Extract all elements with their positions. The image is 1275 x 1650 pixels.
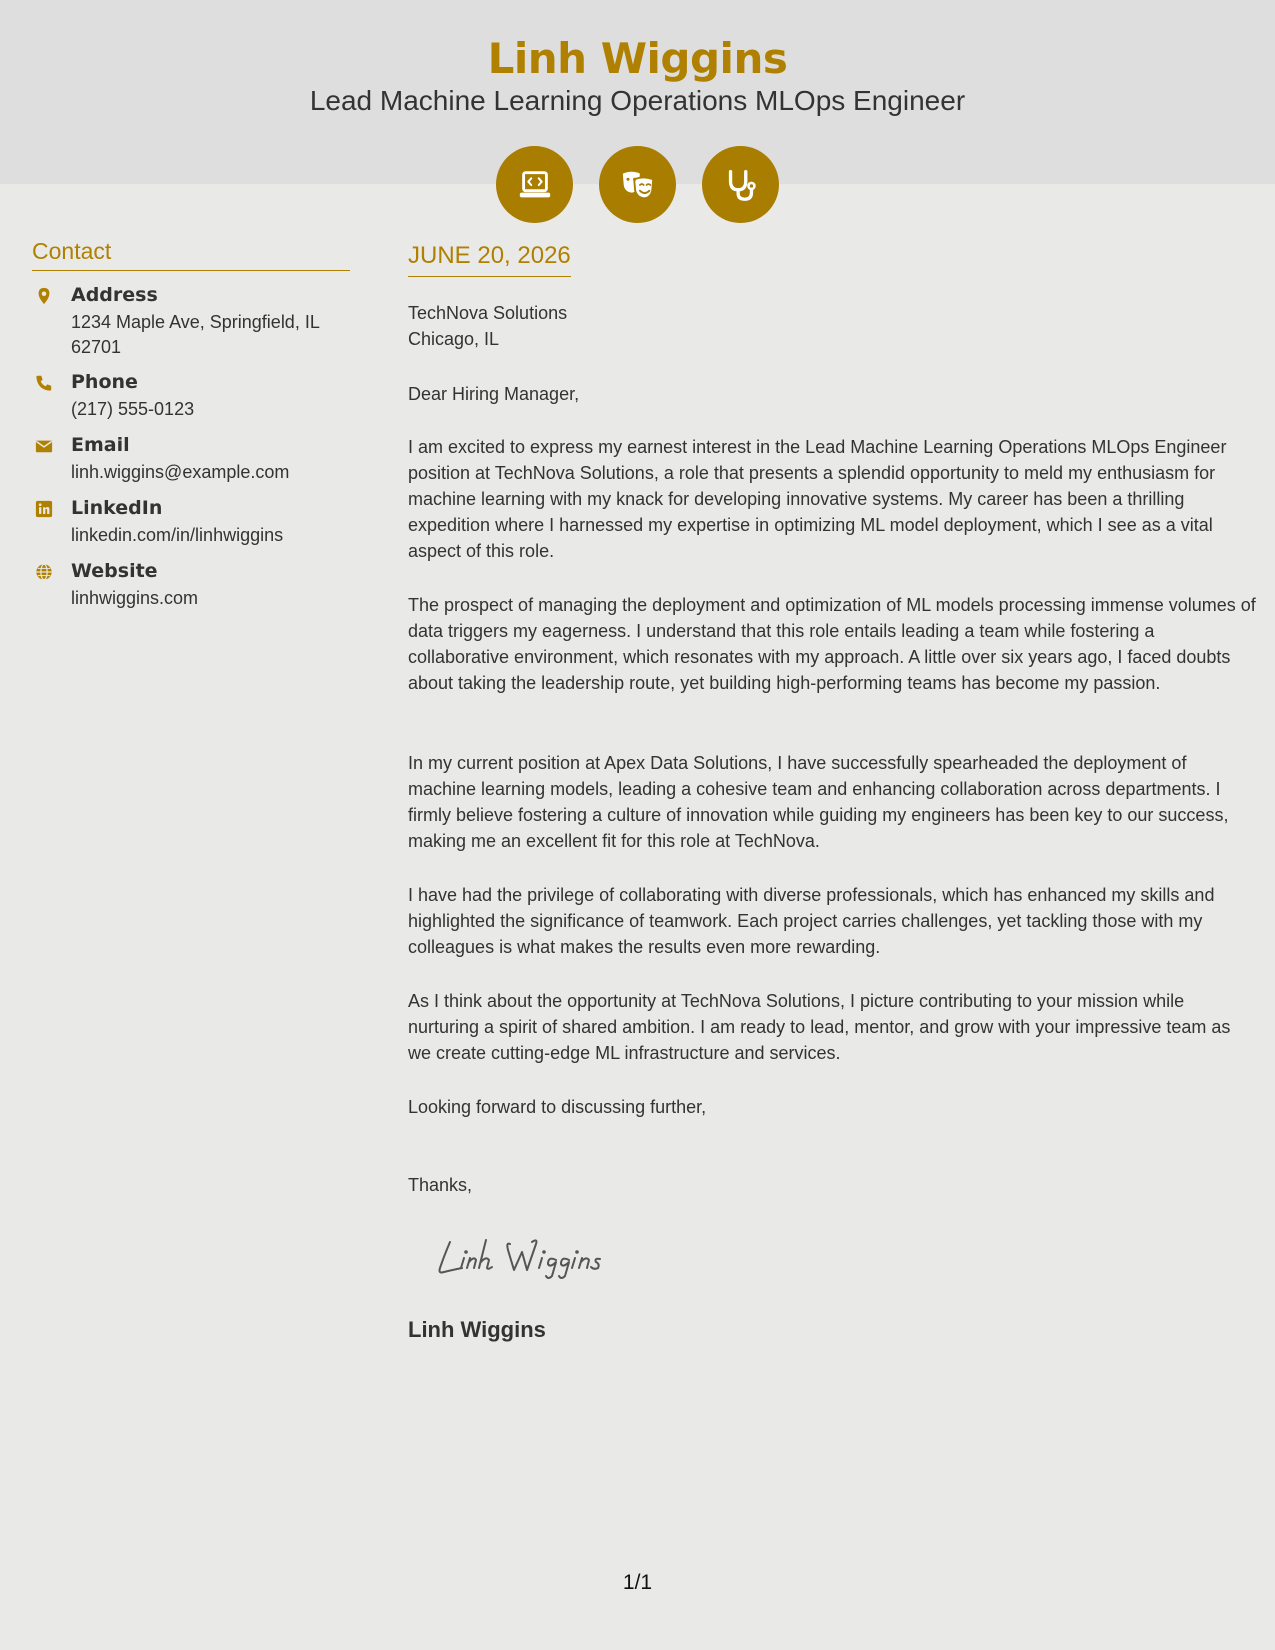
address-value: 1234 Maple Ave, Springfield, IL 62701: [71, 312, 320, 357]
job-title: Lead Machine Learning Operations MLOps Engineer: [309, 85, 966, 116]
candidate-name: Linh Wiggins: [487, 34, 788, 83]
badge-theater-masks: [599, 146, 676, 223]
recipient-block: [408, 300, 1248, 352]
signoff-name: Linh Wiggins: [408, 1317, 546, 1342]
closing-line: Looking forward to discussing further,: [408, 1097, 707, 1117]
masks-theater-icon: [619, 166, 657, 204]
location-pin-icon: [34, 286, 54, 306]
interest-badges: [496, 146, 780, 223]
badge-laptop-code: [496, 146, 573, 223]
website-value[interactable]: linhwiggins.com: [71, 588, 199, 608]
letter-date: JUNE 20, 2026: [408, 242, 571, 277]
globe-icon: [34, 562, 54, 582]
linkedin-label: LinkedIn: [71, 497, 163, 519]
address-label: Address: [71, 284, 158, 306]
stethoscope-icon: [722, 166, 760, 204]
linkedin-value[interactable]: linkedin.com/in/linhwiggins: [71, 525, 284, 545]
body-paragraph: I am excited to express my earnest interest in the Lead Machine Learning Operations MLOps Engineer position at TechNova Solutions, a role that presents a splendid opportunity to meld my enthusiasm for machine learning with my knack for developing innovative systems. My career has been a thrilling expedition where I harnessed my expertise in optimizing ML model deployment, which I see as a vital aspect of this role.: [408, 437, 1227, 561]
recipient-location: Chicago, IL: [408, 329, 500, 349]
phone-value[interactable]: (217) 555-0123: [71, 399, 195, 419]
badge-stethoscope: [702, 146, 779, 223]
body-paragraph: As I think about the opportunity at TechNova Solutions, I picture contributing to your mission while nurturing a spirit of shared ambition. I am ready to lead, mentor, and grow with your impressive team as we create cutting-edge ML infrastructure and services.: [408, 991, 1231, 1063]
recipient-company: TechNova Solutions: [408, 303, 568, 323]
contact-heading: Contact: [32, 238, 350, 271]
handwritten-signature: [432, 1230, 662, 1282]
body-paragraph: The prospect of managing the deployment and optimization of ML models processing immense volumes of data triggers my eagerness. I understand that this role entails leading a team while fostering a collaborative environment, which resonates with my approach. A little over six years ago, I faced doubts about taking the leadership route, yet building high-performing teams has become my passion.: [408, 595, 1256, 693]
envelope-icon: [34, 436, 54, 456]
website-label: Website: [71, 560, 158, 582]
body-paragraph: I have had the privilege of collaborating with diverse professionals, which has enhanced my skills and highlighted the significance of teamwork. Each project carries challenges, yet tackling those with my colleagues is what makes the results even more rewarding.: [408, 885, 1215, 957]
salutation: Dear Hiring Manager,: [408, 384, 580, 404]
phone-icon: [34, 373, 54, 393]
page-number: 1/1: [622, 1571, 653, 1594]
body-paragraph: In my current position at Apex Data Solutions, I have successfully spearheaded the deployment of machine learning models, leading a cohesive team and enhancing collaboration across departments. I firmly believe fostering a culture of innovation while guiding my engineers has been key to our success, making me an excellent fit for this role at TechNova.: [408, 753, 1229, 851]
linkedin-icon: [34, 499, 54, 519]
laptop-code-icon: [516, 166, 554, 204]
email-value[interactable]: linh.wiggins@example.com: [71, 462, 290, 482]
phone-label: Phone: [71, 371, 138, 393]
email-label: Email: [71, 434, 130, 456]
thanks-line: Thanks,: [408, 1175, 473, 1195]
